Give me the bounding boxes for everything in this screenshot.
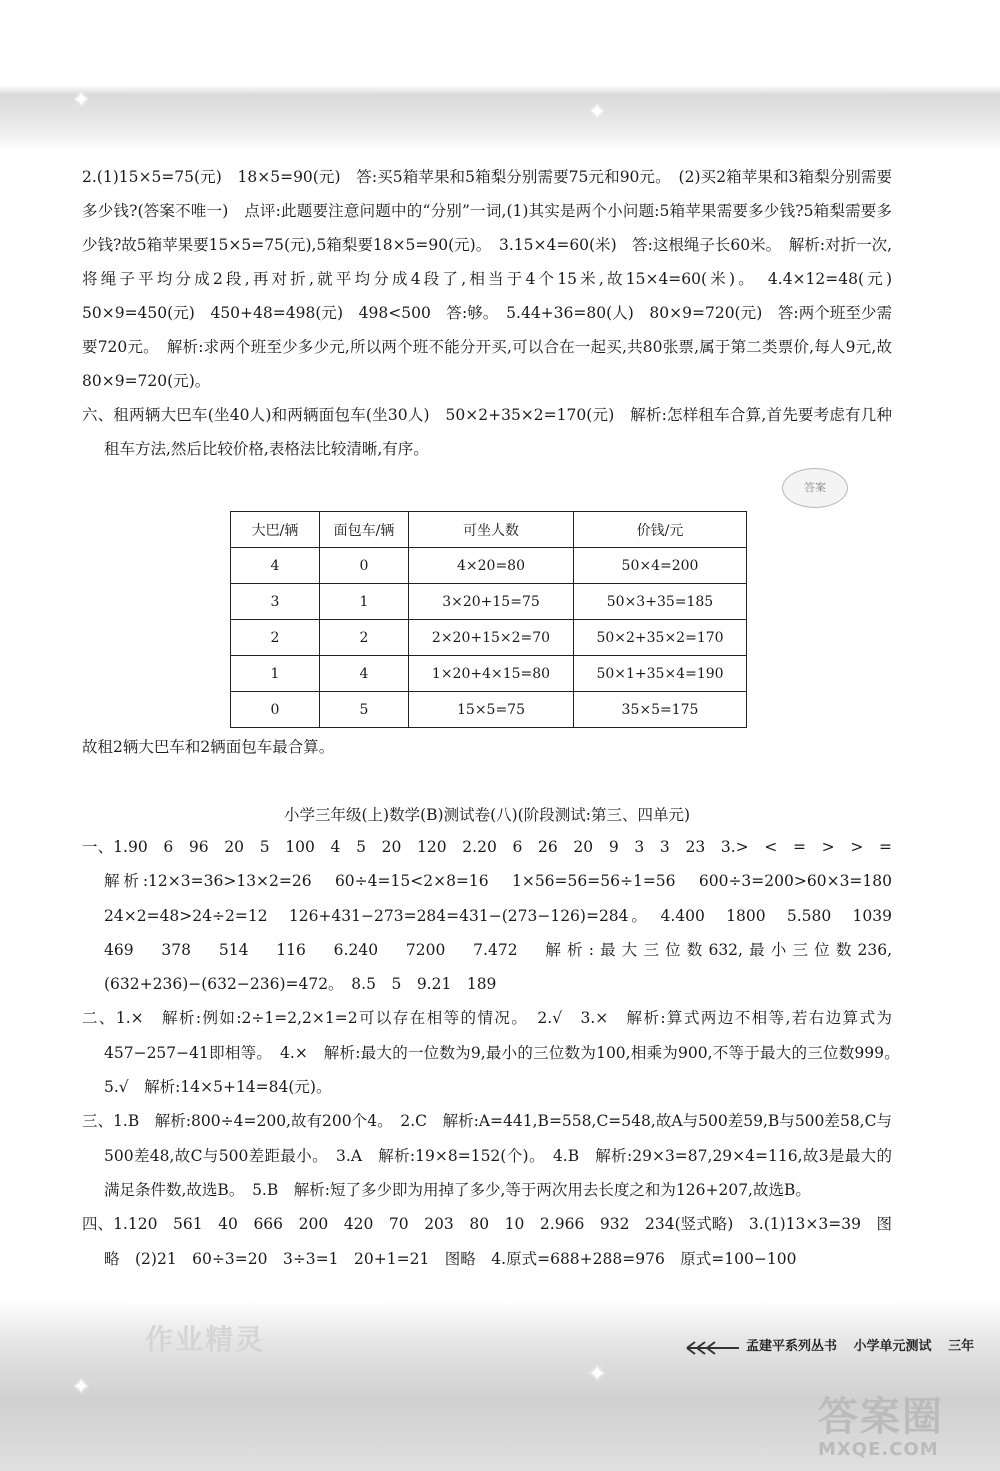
col-header-price: 价钱/元: [574, 512, 747, 548]
sparkle-icon: ✦: [588, 1362, 607, 1387]
footer-book: 小学单元测试: [853, 1339, 932, 1354]
faint-logo-text: 作业精灵: [145, 1323, 266, 1356]
site-watermark: [818, 1395, 988, 1465]
conclusion-text: 故租2辆大巴车和2辆面包车最合算。: [82, 738, 335, 756]
col-header-seats: 可坐人数: [409, 512, 574, 548]
page-footer: [688, 1335, 974, 1354]
table-cell: 2×20+15×2=70: [409, 620, 574, 656]
table-cell: 0: [320, 548, 409, 584]
rental-price-table: [230, 511, 747, 728]
table-cell: 0: [231, 692, 320, 728]
answer-part-3: 三、1.B 解析:800÷4=200,故有200个4。 2.C 解析:A=441,B=558,C=548,故A与500差59,B与500差58,C与500差48,故C与500差距最小。 3.A 解析:19×8=152(个)。 4.B 解析:29×3=87,29×4=116,故3是最大的满足条件数,故选B。 5.B 解析:短了多少即为用掉了多少,等于两次用去长度之和为126+207,故选B。: [82, 1112, 892, 1199]
table-row: [231, 656, 747, 692]
answer-part-2: 二、1.× 解析:例如:2÷1=2,2×1=2可以存在相等的情况。 2.√ 3.× 解析:算式两边不相等,若右边算式为457−257−41即相等。 4.× 解析:最大的一位数为9,最小的三位数为100,相乘为900,不等于最大的三位数999。 5.√ 解析:14×5+14=84(元)。: [82, 1009, 908, 1097]
answer-part-4: 四、1.120 561 40 666 200 420 70 203 80 10 2.966 932 234(竖式略) 3.(1)13×3=39 图略 (2)21 60÷3=20 3÷3=1 20+1=21 图略 4.原式=688+288=976 原式=100−100: [82, 1215, 892, 1268]
answer-block-part5: [82, 160, 908, 466]
answer-part-1: 一、1.90 6 96 20 5 100 4 5 20 120 2.20 6 26 20 9 3 3 23 3.> < = > > = 解析:12×3=36>13×2=26 60÷4=15<2×8=16 1×56=56=56÷1=56 600÷3=200>60×3=180 24×2=48>24÷2=12 126+431−273=284=431−(273−126)=284。 4.400 1800 5.580 1039 469 378 514 116 6.240 7200 7.472 解析:最大三位数632,最小三位数236,(632+236)−(632−236)=472。 8.5 5 9.21 189: [82, 838, 908, 994]
answer-paragraph-6: 六、租两辆大巴车(坐40人)和两辆面包车(坐30人) 50×2+35×2=170(元) 解析:怎样租车合算,首先要考虑有几种租车方法,然后比较价格,表格法比较清晰,有序。: [82, 406, 892, 458]
table-cell: 2: [320, 620, 409, 656]
sparkle-icon: ✦: [72, 1375, 91, 1400]
table-cell: 4: [320, 656, 409, 692]
table-row: [231, 692, 747, 728]
col-header-van: 面包车/辆: [320, 512, 409, 548]
table-row: [231, 584, 747, 620]
table-cell: 1×20+4×15=80: [409, 656, 574, 692]
answer-stamp: 答案: [782, 468, 848, 508]
table-cell: 1: [320, 584, 409, 620]
footer-grade: 三年: [948, 1339, 975, 1354]
watermark-logo: 答案圈: [818, 1394, 944, 1440]
table-cell: 2: [231, 620, 320, 656]
table-cell: 50×4=200: [574, 548, 747, 584]
table-cell: 15×5=75: [409, 692, 574, 728]
table-cell: 35×5=175: [574, 692, 747, 728]
answer-paragraph-2to5: 2.(1)15×5=75(元) 18×5=90(元) 答:买5箱苹果和5箱梨分别需要75元和90元。 (2)买2箱苹果和3箱梨分别需要多少钱?(答案不唯一) 点评:此题要注意问题中的“分别”一词,(1)其实是两个小问题:5箱苹果需要多少钱?5箱梨需要多少钱?故5箱苹果要15×5=75(元),5箱梨要18×5=90(元)。 3.15×4=60(米) 答:这根绳子长60米。 解析:对折一次,将绳子平均分成2段,再对折,就平均分成4段了,相当于4个15米,故15×4=60(米)。 4.4×12=48(元) 50×9=450(元) 450+48=498(元) 498<500 答:够。 5.44+36=80(人) 80×9=720(元) 答:两个班至少需要720元。 解析:求两个班至少多少元,所以两个班不能分开买,可以合在一起买,共80张票,属于第二类票价,每人9元,故80×9=720(元)。: [82, 168, 908, 390]
section-title: 小学三年级(上)数学(B)测试卷(八)(阶段测试:第三、四单元): [284, 806, 690, 824]
table-cell: 50×2+35×2=170: [574, 620, 747, 656]
table-cell: 1: [231, 656, 320, 692]
table-cell: 4×20=80: [409, 548, 574, 584]
table-cell: 4: [231, 548, 320, 584]
table-row: [231, 548, 747, 584]
col-header-bus: 大巴/辆: [231, 512, 320, 548]
table-header-row: [231, 512, 747, 548]
header-band: [0, 0, 1000, 150]
table-cell: 50×1+35×4=190: [574, 656, 747, 692]
sparkle-icon: ✦: [588, 100, 607, 125]
sparkle-icon: ✦: [72, 88, 91, 113]
table-cell: 5: [320, 692, 409, 728]
table-cell: 3×20+15=75: [409, 584, 574, 620]
watermark-url: MXQE.COM: [818, 1439, 939, 1460]
table-cell: 3: [231, 584, 320, 620]
footer-series: 孟建平系列丛书: [746, 1339, 838, 1354]
table-cell: 50×3+35=185: [574, 584, 747, 620]
table-row: [231, 620, 747, 656]
answer-block-test8: [82, 830, 908, 1276]
